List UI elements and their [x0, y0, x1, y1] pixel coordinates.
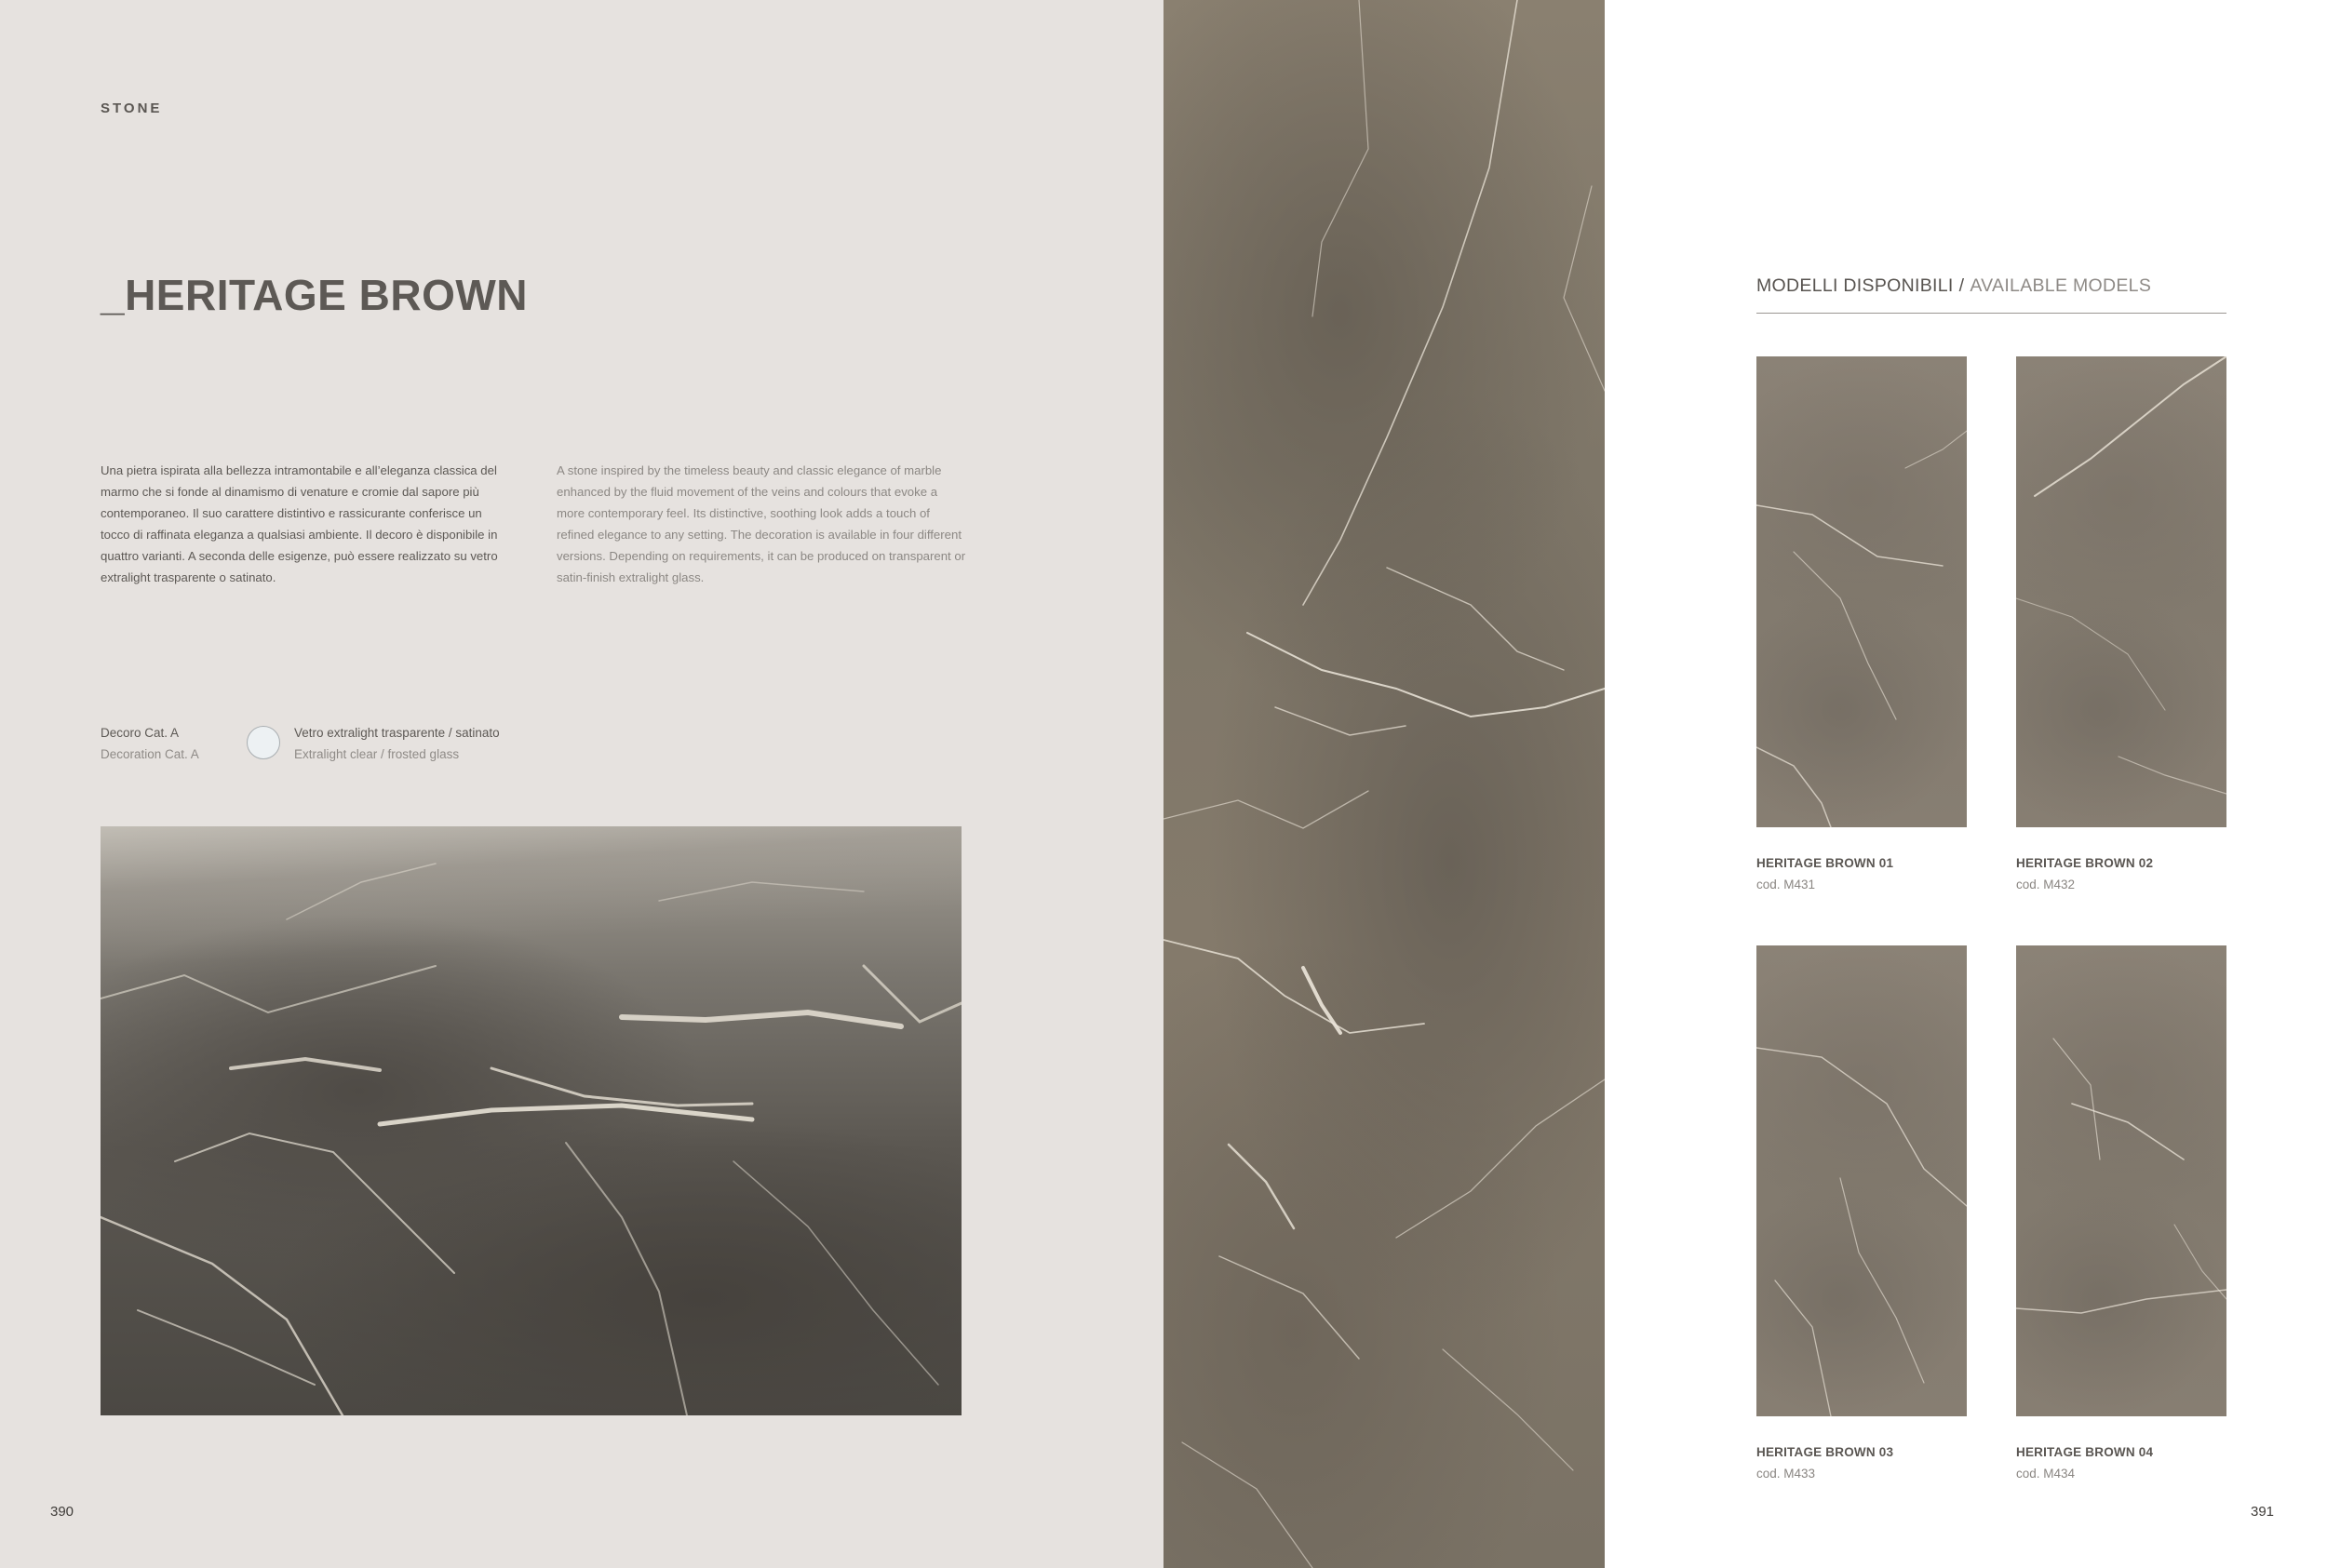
models-header-en: AVAILABLE MODELS	[1970, 275, 2152, 296]
description-english: A stone inspired by the timeless beauty and classic elegance of marble enhanced by the fluid movement of the veins and colours that evoke a more contemporary feel. Its distinctive, soothing look adds a touch of refined elegance to any setting. The decoration is available in four different versions. Depending on requirements, it can be produced on transparent or satin-finish extralight glass.	[557, 463, 966, 584]
marble-closeup-photo	[101, 826, 962, 1415]
decoration-label-en: Decoration Cat. A	[101, 747, 199, 761]
marble-texture-strip	[1164, 0, 1605, 1568]
model-code-02: cod. M432	[2016, 878, 2076, 891]
marble-strip-veins	[1164, 0, 1605, 1568]
marble-closeup-veins	[101, 826, 962, 1415]
model-name-03: HERITAGE BROWN 03	[1756, 1445, 1894, 1459]
model-name-04: HERITAGE BROWN 04	[2016, 1445, 2154, 1459]
page-number-left: 390	[50, 1504, 74, 1520]
page-title: _HERITAGE BROWN	[101, 271, 528, 319]
model-swatch-01	[1756, 356, 1967, 827]
model-swatch-04	[2016, 945, 2226, 1416]
glass-label-en: Extralight clear / frosted glass	[294, 747, 460, 761]
model-swatch-03	[1756, 945, 1967, 1416]
header-divider	[1756, 313, 2226, 314]
model-code-03: cod. M433	[1756, 1467, 1816, 1481]
glass-type	[294, 722, 500, 765]
model-swatch-01-veins	[1756, 356, 1967, 827]
glass-type-icon	[247, 726, 280, 759]
models-header	[1756, 275, 2151, 297]
model-name-01: HERITAGE BROWN 01	[1756, 856, 1894, 870]
model-swatch-02-veins	[2016, 356, 2226, 827]
model-name-02: HERITAGE BROWN 02	[2016, 856, 2154, 870]
model-swatch-03-veins	[1756, 945, 1967, 1416]
model-swatch-04-veins	[2016, 945, 2226, 1416]
description-italian: Una pietra ispirata alla bellezza intramontabile e all’eleganza classica del marmo che si fonde al dinamismo di venature e cromie dal sapore più contemporaneo. Il suo carattere distintivo e rassicurante conferisce un tocco di raffinata eleganza a qualsiasi ambiente. Il decoro è disponibile in quattro varianti. A seconda delle esigenze, può essere realizzato su vetro extralight trasparente o satinato.	[101, 463, 498, 584]
section-label: STONE	[101, 101, 163, 116]
decoration-label-it: Decoro Cat. A	[101, 726, 180, 740]
page-number-right: 391	[2251, 1504, 2275, 1520]
model-swatch-02	[2016, 356, 2226, 827]
decoration-category	[101, 722, 199, 765]
models-header-it: MODELLI DISPONIBILI	[1756, 275, 1954, 296]
model-code-01: cod. M431	[1756, 878, 1816, 891]
glass-label-it: Vetro extralight trasparente / satinato	[294, 726, 500, 740]
model-code-04: cod. M434	[2016, 1467, 2076, 1481]
models-header-separator: /	[1958, 275, 1965, 296]
